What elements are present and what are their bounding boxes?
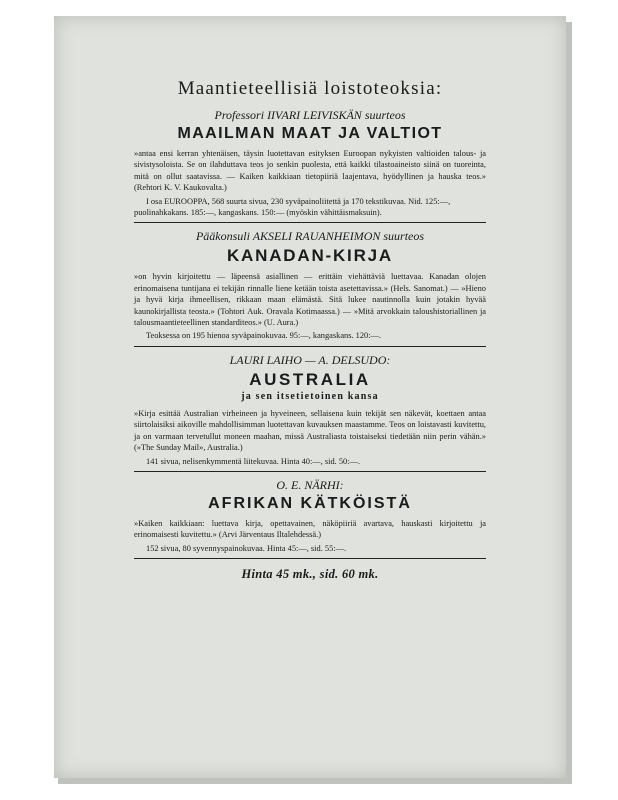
book-subtitle: ja sen itsetietoinen kansa — [241, 390, 379, 402]
divider — [134, 558, 486, 559]
book-info: 152 sivua, 80 syvennyspainokuvaa. Hinta 45:—, sid. 55:—. — [146, 543, 347, 553]
author-name: LAURI LAIHO — A. DELSUDO: — [229, 352, 391, 367]
page-heading: Maantieteellisiä loistoteoksia: — [177, 78, 443, 99]
price-line: Hinta 45 mk., sid. 60 mk. — [241, 567, 379, 582]
book-section-australia — [134, 353, 486, 467]
review-text: »Kirja esittää Australian virheineen ja hyveineen, sellaisena kuin tekijät sen näkevät, koettaen antaa siirtolaisiksi aikoville mahdollisimman luotettavan kuvauksen maastamme. Teos on loistavasti kuvitettu, ja on varmaan tervetullut moneen maahan, missä Australiasta toistaiseksi tiedetään niin perin vähän.» (»The Sunday Mail», Australia.) — [134, 408, 486, 453]
divider — [134, 471, 486, 472]
author-byline — [134, 478, 486, 493]
byline-suffix: suurteos — [380, 229, 425, 244]
author-name: IIVARI LEIVISKÄN — [267, 108, 362, 122]
book-title: MAAILMAN MAAT JA VALTIOT — [177, 125, 443, 142]
book-section-afrikan-katkoista — [134, 478, 486, 554]
review-text: »Kaiken kaikkiaan: luettava kirja, opettavainen, näköpiiriä avartava, hauskasti kirjoitettu ja erinomaisesti kuvitettu.» (Arvi Järventaus Iltalehdessä.) — [134, 518, 486, 540]
author-byline — [134, 353, 486, 368]
book-info: Teoksessa on 195 hienoa syväpainokuvaa. 95:—, kangaskans. 120:—. — [146, 331, 382, 341]
review-text: »antaa ensi kerran yhtenäisen, täysin luotettavan esityksen Euroopan nykyisten valtioiden talous- ja sivistysoloista. Se on ilahduttava teos jo senkin puolesta, että kaikki tilastoaineisto siinä on tuoreinta, mitä on ollut saatavissa. — Kaiken kaikkiaan tietopiiriä laajentava, hyödyllinen ja hauska teos.» (Rehtori K. V. Kaukovalta.) — [134, 149, 486, 193]
byline-prefix: Pääkonsuli — [195, 229, 253, 244]
author-byline — [134, 229, 486, 244]
book-title: AFRIKAN KÄTKÖISTÄ — [208, 494, 412, 512]
byline-prefix: Professori — [214, 108, 268, 122]
book-info: 141 sivua, nelisenkymmentä liitekuvaa. Hinta 40:—, sid. 50:—. — [146, 456, 360, 466]
author-byline — [134, 108, 486, 123]
review-text: »on hyvin kirjoitettu — läpeensä asiallinen — erittäin viehättäviä luettavaa. Kanadan olojen erinomaisena tuntijana ei tekijän rinnalle liene ketään toista asetettavissa.» (Hels. Sanomat.) — »Hieno ja hyvä kirja ihmeellisen, rikkaan maan elämästä. Sitä lukee nautinnolla kuin jotakin hyvää kaunokirjallista teosta.» (Tohtori Auk. Oravala Kotimaassa.) — »Mitä arvokkain taloushistoriallinen ja talousmaantieteellinen standarditeos.» (U. Aura.) — [134, 272, 486, 328]
book-info: I osa EUROOPPA, 568 suurta sivua, 230 syväpainoliitettä ja 170 tekstikuvaa. Nid. 125:—, puolinahkakans. 185:—, kangaskans. 150:— (myöskin vähittäismaksuin). — [134, 196, 451, 218]
author-name: AKSELI RAUANHEIMON — [252, 229, 381, 244]
advertisement-page — [134, 78, 486, 582]
book-title: KANADAN-KIRJA — [226, 246, 393, 266]
book-section-kanadan-kirja — [134, 229, 486, 341]
divider — [134, 222, 486, 223]
divider — [134, 346, 486, 347]
book-title: AUSTRALIA — [249, 369, 371, 389]
book-section-maailman-maat — [134, 108, 486, 218]
author-name: O. E. NÄRHI: — [276, 477, 344, 492]
byline-suffix: suurteos — [361, 108, 406, 122]
